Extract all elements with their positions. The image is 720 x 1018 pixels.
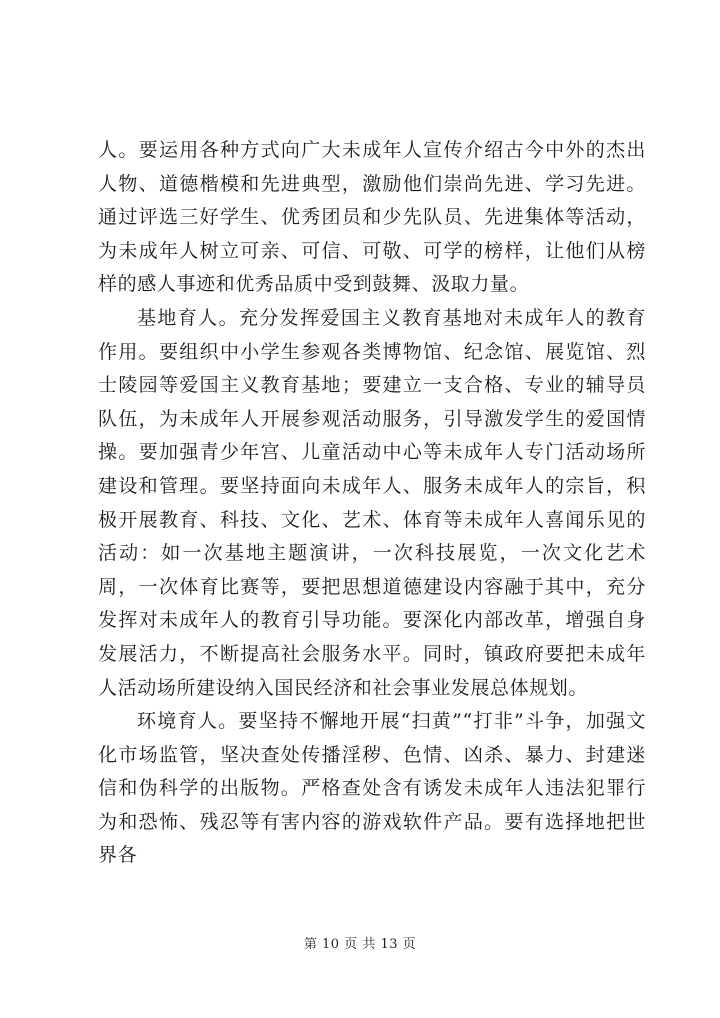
paragraph-environment-education: 环境育人。要坚持不懈地开展“扫黄”“打非”斗争，加强文化市场监管，坚决查处传播淫秽、色情、凶杀、暴力、封建迷信和伪科学的出版物。严格查处含有诱发未成年人违法犯罪行为和恐怖、残忍等有害内容的游戏软件产品。要有选择地把世界各 bbox=[98, 710, 646, 867]
paragraph-base-education: 基地育人。充分发挥爱国主义教育基地对未成年人的教育作用。要组织中小学生参观各类博物馆、纪念馆、展览馆、烈士陵园等爱国主义教育基地；要建立一支合格、专业的辅导员队伍，为未成年人开展参观活动服务，引导激发学生的爱国情操。要加强青少年宫、儿童活动中心等未成年人专门活动场所建设和管理。要坚持面向未成年人、服务未成年人的宗旨，积极开展教育、科技、文化、艺术、体育等未成年人喜闻乐见的活动：如一次基地主题演讲，一次科技展览，一次文化艺术周，一次体育比赛等，要把思想道德建设内容融于其中，充分发挥对未成年人的教育引导功能。要深化内部改革，增强自身发展活力，不断提高社会服务水平。同时，镇政府要把未成年人活动场所建设纳入国民经济和社会事业发展总体规划。 bbox=[98, 306, 646, 699]
document-body bbox=[98, 134, 646, 873]
page-number-footer: 第 10 页 共 13 页 bbox=[303, 937, 417, 952]
paragraph-continuation: 人。要运用各种方式向广大未成年人宣传介绍古今中外的杰出人物、道德楷模和先进典型，激励他们崇尚先进、学习先进。通过评选三好学生、优秀团员和少先队员、先进集体等活动，为未成年人树立可亲、可信、可敬、可学的榜样，让他们从榜样的感人事迹和优秀品质中受到鼓舞、汲取力量。 bbox=[98, 139, 646, 296]
